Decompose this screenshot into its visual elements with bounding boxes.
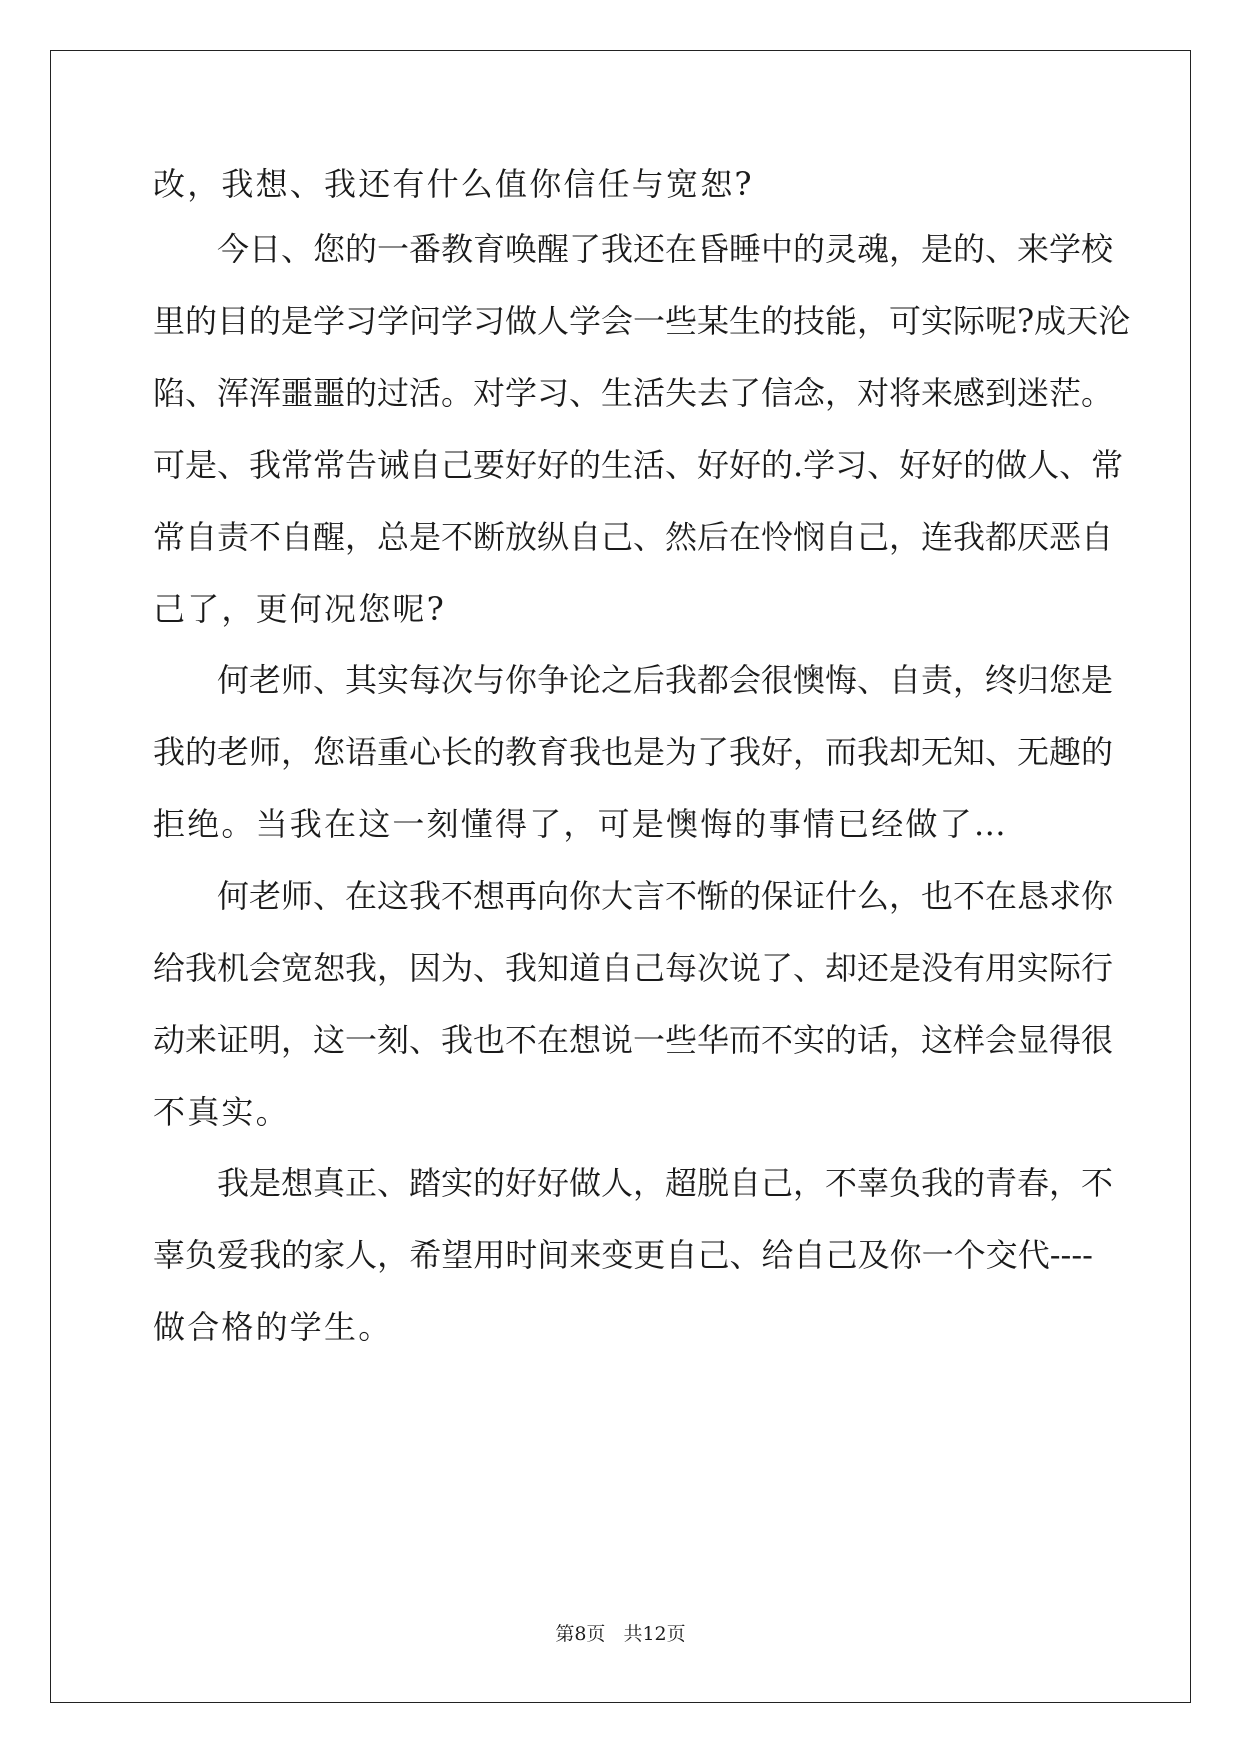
paragraph-first-line: 何老师、在这我不想再向你大言不惭的保证什么，也不在恳求你 [217, 877, 1114, 915]
paragraph-first-line: 我是想真正、踏实的好好做人，超脱自己，不辜负我的青春，不 [217, 1164, 1114, 1202]
text-line: 给我机会宽恕我，因为、我知道自己每次说了、却还是没有用实际行 [153, 949, 1114, 987]
text-line: 做合格的学生。 [153, 1308, 393, 1346]
text-line: 常自责不自醒，总是不断放纵自己、然后在怜悯自己，连我都厌恶自 [153, 518, 1114, 556]
text-line: 辜负爱我的家人，希望用时间来变更自己、给自己及你一个交代---- [153, 1236, 1093, 1274]
text-line: 拒绝。当我在这一刻懂得了，可是懊悔的事情已经做了… [153, 805, 1009, 843]
page-number: 第8页 [555, 1623, 606, 1645]
text-line: 动来证明，这一刻、我也不在想说一些华而不实的话，这样会显得很 [153, 1021, 1114, 1059]
text-line: 可是、我常常告诫自己要好好的生活、好好的.学习、好好的做人、常 [153, 446, 1124, 484]
paragraph-first-line: 何老师、其实每次与你争论之后我都会很懊悔、自责，终归您是 [217, 661, 1114, 699]
paragraph-first-line: 今日、您的一番教育唤醒了我还在昏睡中的灵魂，是的、来学校 [217, 230, 1114, 268]
page-footer [0, 1622, 1241, 1646]
text-line: 陷、浑浑噩噩的过活。对学习、生活失去了信念，对将来感到迷茫。 [153, 374, 1114, 412]
text-line: 改，我想、我还有什么值你信任与宽恕? [153, 165, 754, 203]
total-pages: 共12页 [623, 1623, 686, 1645]
text-line: 我的老师，您语重心长的教育我也是为了我好，而我却无知、无趣的 [153, 733, 1114, 771]
text-line: 己了，更何况您呢? [153, 590, 446, 628]
text-line: 里的目的是学习学问学习做人学会一些某生的技能，可实际呢?成天沦 [153, 302, 1131, 340]
text-line: 不真实。 [153, 1093, 290, 1131]
